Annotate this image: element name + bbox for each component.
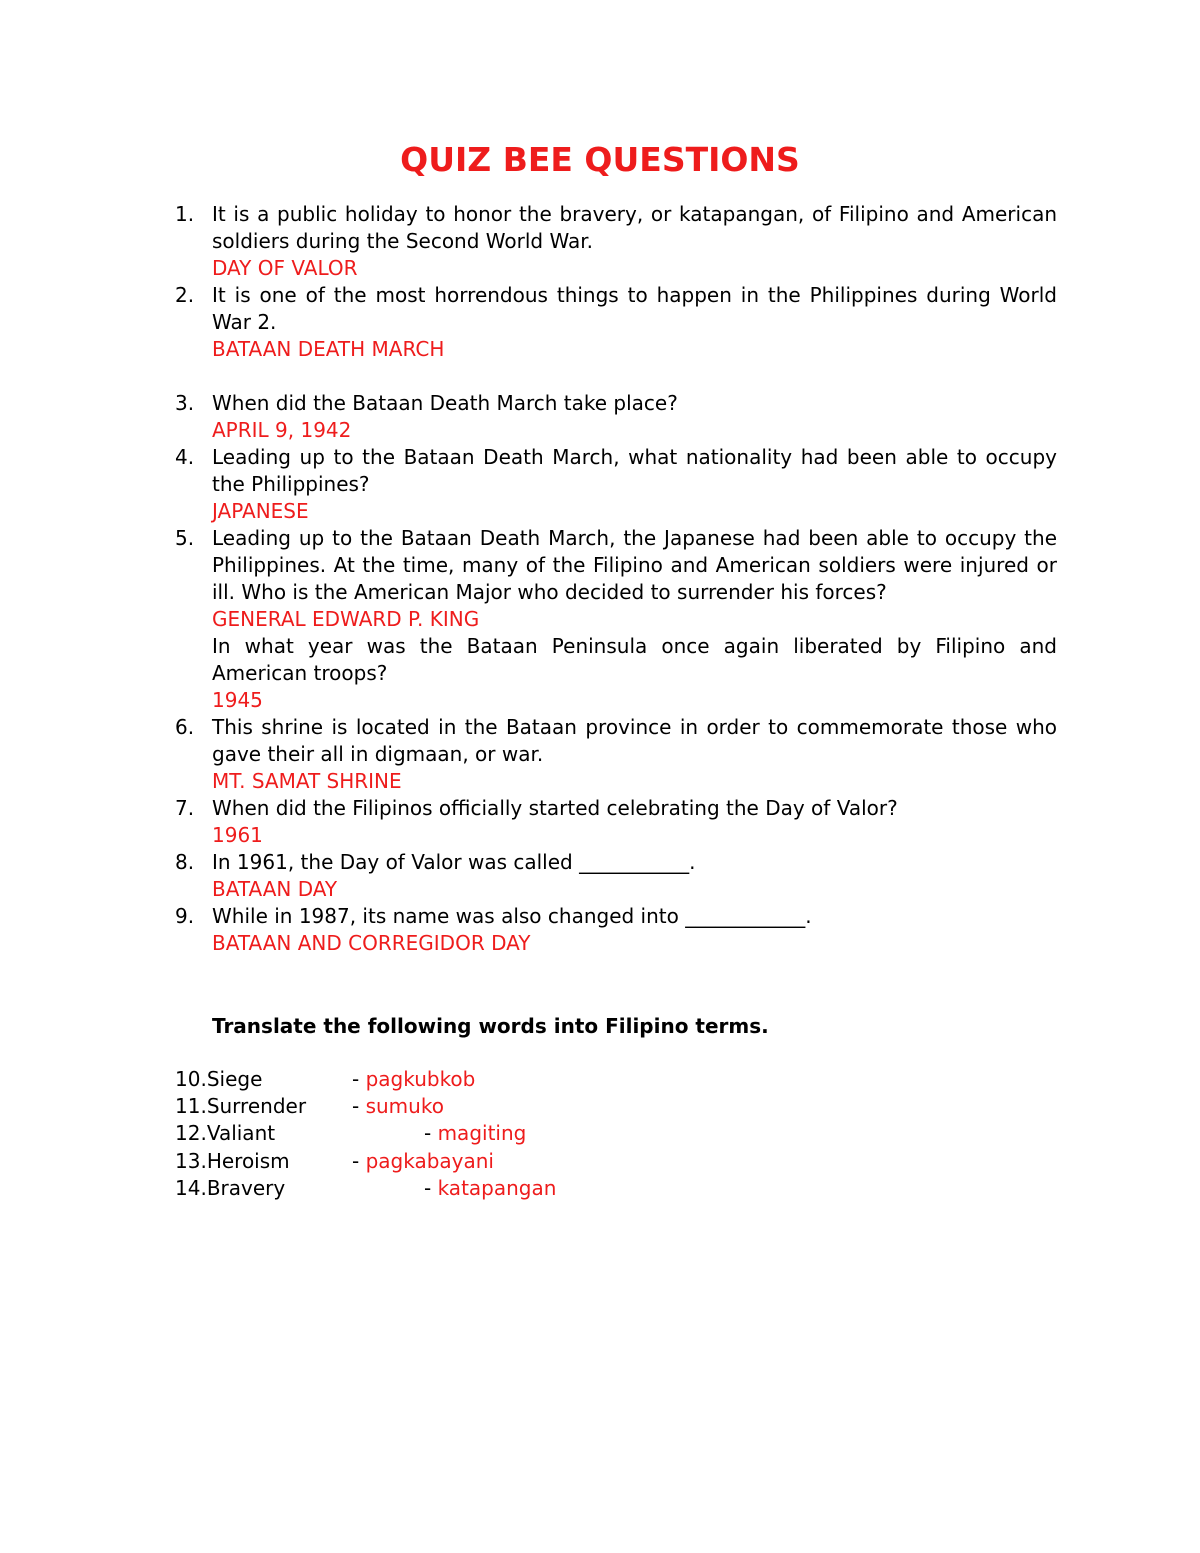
question-text: When did the Bataan Death March take place? xyxy=(212,391,678,415)
term-translation: magiting xyxy=(437,1121,527,1145)
question-item xyxy=(175,282,1057,363)
question-item xyxy=(175,525,1057,633)
question-answer: 1961 xyxy=(212,823,263,847)
translate-heading: Translate the following words into Filipino terms. xyxy=(212,1014,769,1038)
question-number: 5. xyxy=(175,526,195,550)
term-word: Siege xyxy=(206,1067,263,1091)
term-translation: sumuko xyxy=(365,1094,444,1118)
question-item xyxy=(175,795,1057,849)
question-answer: MT. SAMAT SHRINE xyxy=(212,769,402,793)
term-number: 12. xyxy=(175,1121,207,1145)
question-text: It is one of the most horrendous things to happen in the Philippines during World War 2. xyxy=(212,283,1057,334)
question-text: In 1961, the Day of Valor was called ___________. xyxy=(212,850,696,874)
question-answer: BATAAN DEATH MARCH xyxy=(212,337,445,361)
question-item xyxy=(175,390,1057,444)
question-answer: GENERAL EDWARD P. KING xyxy=(212,607,480,631)
question-answer: 1945 xyxy=(212,688,263,712)
term-number: 14. xyxy=(175,1176,207,1200)
question-number: 7. xyxy=(175,796,195,820)
question-item xyxy=(175,633,1057,714)
term-number: 11. xyxy=(175,1094,207,1118)
question-number: 4. xyxy=(175,445,195,469)
term-translation: pagkubkob xyxy=(365,1067,476,1091)
question-answer: DAY OF VALOR xyxy=(212,256,358,280)
term-word: Bravery xyxy=(206,1176,286,1200)
term-translation: katapangan xyxy=(437,1176,557,1200)
term-word: Surrender xyxy=(206,1094,307,1118)
page-title: QUIZ BEE QUESTIONS xyxy=(400,140,800,179)
question-text: Leading up to the Bataan Death March, what nationality had been able to occupy the Philippines? xyxy=(212,445,1057,496)
question-item xyxy=(175,849,1057,903)
term-number: 13. xyxy=(175,1149,207,1173)
question-text: While in 1987, its name was also changed into ____________. xyxy=(212,904,812,928)
question-item xyxy=(175,201,1057,282)
question-text: This shrine is located in the Bataan province in order to commemorate those who gave their all in digmaan, or war. xyxy=(212,715,1057,766)
question-number: 3. xyxy=(175,391,195,415)
question-number: 6. xyxy=(175,715,195,739)
question-answer: BATAAN AND CORREGIDOR DAY xyxy=(212,931,531,955)
question-text: In what year was the Bataan Peninsula once again liberated by Filipino and American troops? xyxy=(212,634,1057,685)
question-item xyxy=(175,903,1057,957)
document-page: QUIZ BEE QUESTIONS 1. It is a public holiday to honor the bravery, or katapangan, of Filipino and American soldiers during the Second World War. DAY OF VALOR 2. It is one of the most horrendous things to happen in the Philippines during World War 2. BATAAN DEATH MARCH 3. When did the Bataan Death March take place? APRIL 9, 1942 4. Leading up to the Bataan Death March, what nationality had been able to occupy the Philippines? JAPANESE 5. Leading up to the Bataan Death March, the Japanese had been able to occupy the Philippines. At the time, many of the Filipino and American soldiers were injured or ill. Who is the American Major who decided to surrender his forces? GENERAL EDWARD P. KING In what year was the Bataan Peninsula once again liberated by Filipino and American troops? 1945 6. This shrine is located in the Bataan province in order to commemorate those who gave their all in digmaan, or war. MT. SAMAT SHRINE 7. When did the Filipinos officially started celebrating the Day of Valor? 1961 8. In 1961, the Day of Valor was called ___________. BATAAN DAY 9. While in 1987, its name was also changed into ____________. BATAAN AND CORREGIDOR DAY Translate the following words into Filipino terms. 10.Siege - pagkubkob 11.Surrender - sumuko 12.Valiant - magiting 13.Heroism - pagkabayani 14.Bravery - katapangan xyxy=(0,0,1200,1553)
question-number: 1. xyxy=(175,202,195,226)
question-number: 9. xyxy=(175,904,195,928)
question-item xyxy=(175,714,1057,795)
question-number: 2. xyxy=(175,283,195,307)
question-text: When did the Filipinos officially started celebrating the Day of Valor? xyxy=(212,796,898,820)
term-number: 10. xyxy=(175,1067,207,1091)
question-answer: BATAAN DAY xyxy=(212,877,338,901)
question-answer: JAPANESE xyxy=(212,499,309,523)
term-translation: pagkabayani xyxy=(365,1149,494,1173)
question-answer: APRIL 9, 1942 xyxy=(212,418,352,442)
question-item xyxy=(175,444,1057,525)
question-text: It is a public holiday to honor the bravery, or katapangan, of Filipino and American soldiers during the Second World War. xyxy=(212,202,1057,253)
question-text: Leading up to the Bataan Death March, the Japanese had been able to occupy the Philippines. At the time, many of the Filipino and American soldiers were injured or ill. Who is the American Major who decided to surrender his forces? xyxy=(212,526,1057,604)
question-number: 8. xyxy=(175,850,195,874)
term-word: Valiant xyxy=(206,1121,276,1145)
term-word: Heroism xyxy=(206,1149,290,1173)
